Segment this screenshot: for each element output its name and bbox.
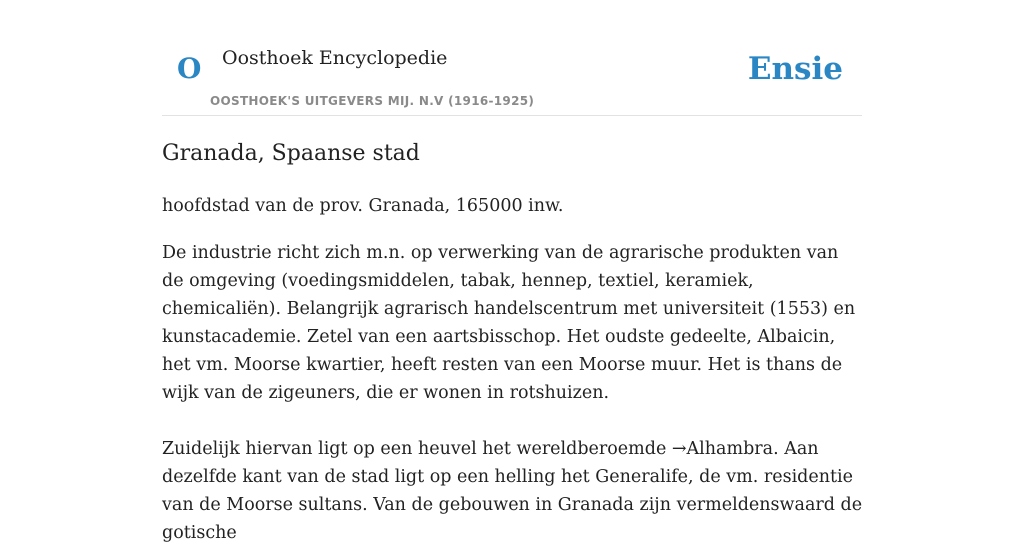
- article-title: Granada, Spaanse stad: [162, 141, 420, 166]
- paragraph-2-text-end: . Aan dezelfde kant van de stad ligt op een helling het Generalife, de vm. residentie van de Moorse sultans. Van de gebouwen in Granada zijn vermeldenswaard de gotische: [162, 439, 863, 543]
- article-body: [162, 239, 864, 547]
- ensie-brand-link[interactable]: Ensie: [747, 51, 843, 87]
- paragraph-2-text-start: Zuidelijk hiervan ligt op een heuvel het wereldberoemde: [162, 439, 672, 459]
- site-subtitle: OOSTHOEK'S UITGEVERS MIJ. N.V (1916-1925): [210, 94, 535, 108]
- article-paragraph-2: [162, 435, 864, 547]
- site-title[interactable]: Oosthoek Encyclopedie: [222, 47, 448, 69]
- site-header: [162, 30, 862, 116]
- article-paragraph-1: De industrie richt zich m.n. op verwerking van de agrarische produkten van de omgeving (voedingsmiddelen, tabak, hennep, textiel, keramiek, chemicaliën). Belangrijk agrarisch handelscentrum met universiteit (1553) en kunstacademie. Zetel van een aartsbisschop. Het oudste gedeelte, Albaicin, het vm. Moorse kwartier, heeft resten van een Moorse muur. Het is thans de wijk van de zigeuners, die er wonen in rotshuizen.: [162, 243, 856, 403]
- site-logo[interactable]: O: [177, 52, 202, 85]
- article: [162, 138, 864, 547]
- alhambra-link[interactable]: →Alhambra: [671, 439, 774, 459]
- article-lead: hoofdstad van de prov. Granada, 165000 inw.: [162, 196, 564, 216]
